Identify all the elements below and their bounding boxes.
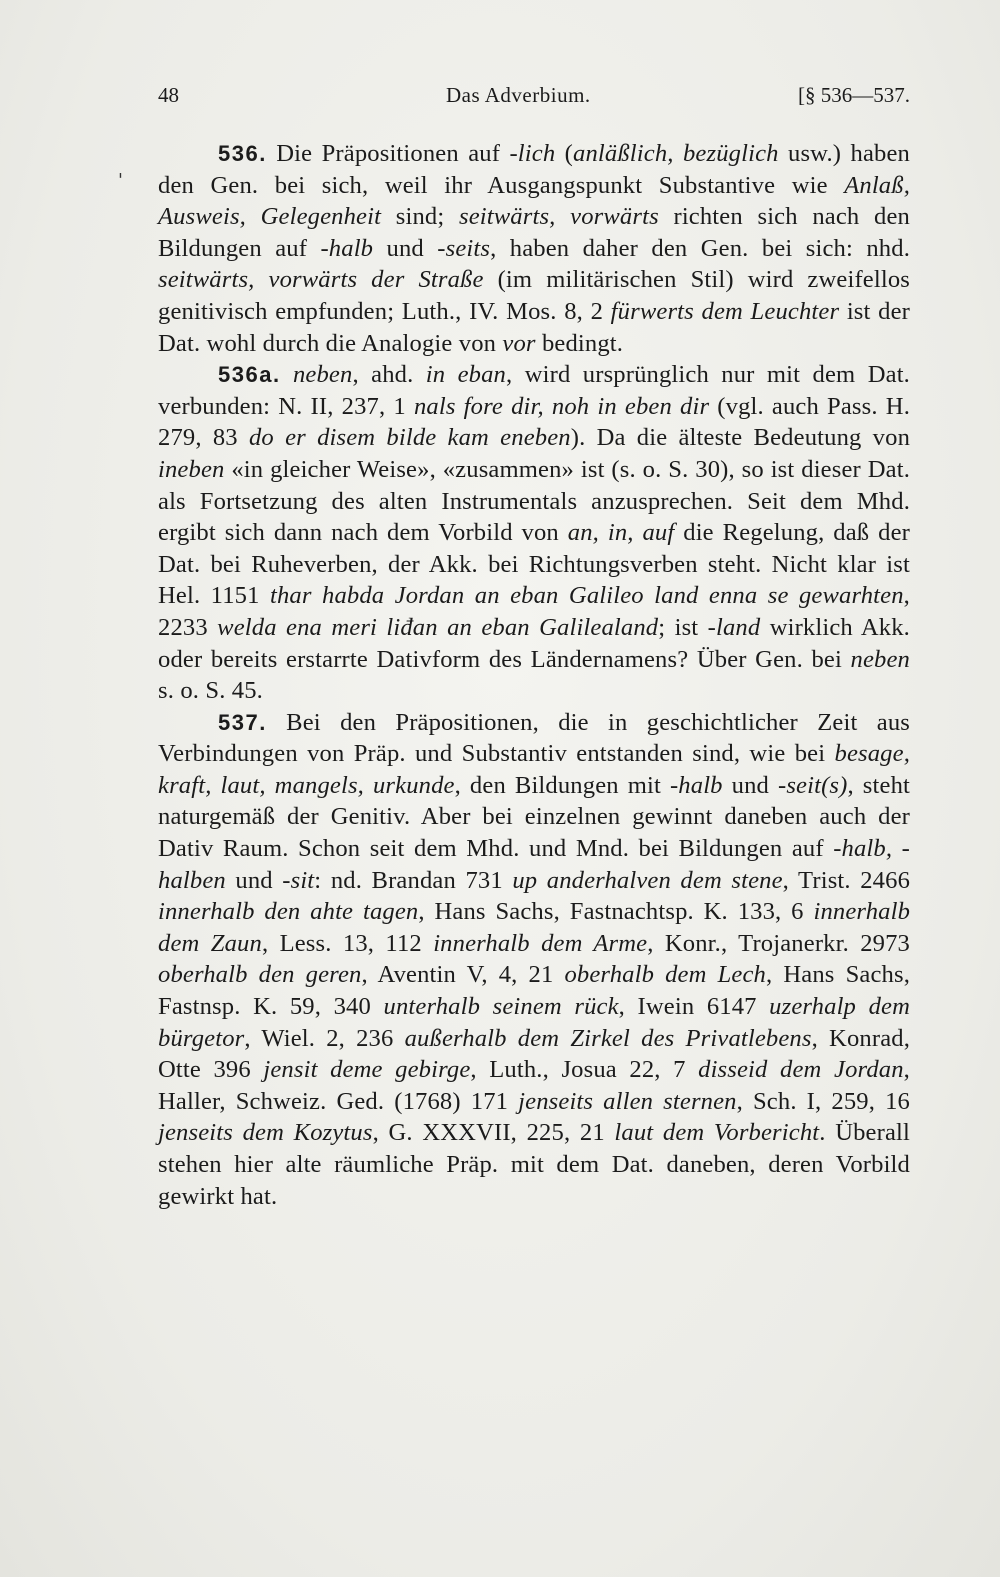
italic-citation: -sit: [282, 866, 315, 894]
paragraph-text: [158, 140, 910, 357]
italic-citation: disseid dem Jordan: [698, 1056, 904, 1084]
text-run: ist der Dat. wohl durch die Analogie von: [158, 297, 910, 357]
text-run: die Regelung, daß der Dat. bei Ruheverben, der Akk. bei Richtungsverben steht. Nicht klar ist Hel. 1151: [158, 519, 910, 610]
text-run: , Sch. I, 259, 16: [736, 1087, 910, 1115]
italic-citation: -seits: [437, 234, 491, 262]
italic-citation: -halb: [320, 234, 374, 262]
section-number: 536.: [218, 141, 267, 166]
text-run: ). Da die älteste Bedeutung von: [570, 424, 911, 452]
italic-citation: ineben: [158, 455, 225, 483]
text-run: , Trist. 2466: [782, 866, 911, 894]
text-run: (: [555, 140, 574, 167]
text-run: sind;: [381, 203, 459, 231]
italic-citation: unterhalb seinem rück: [383, 993, 619, 1021]
text-run: richten sich nach den Bildungen auf: [158, 203, 910, 262]
text-run: , Konr., Trojanerkr. 2973: [647, 929, 911, 957]
text-run: ; ist: [658, 613, 708, 641]
text-run: [281, 361, 293, 388]
paragraph-536: [158, 138, 910, 359]
italic-citation: außerhalb dem Zirkel des Privatlebens: [404, 1024, 812, 1052]
italic-citation: -land: [707, 613, 761, 641]
text-run: , den Bildungen mit: [454, 771, 670, 799]
text-run: wirklich Akk. oder bereits erstarrte Dativform des Ländernamens? Über Gen. bei: [158, 613, 910, 673]
italic-citation: innerhalb den ahte tagen: [158, 898, 419, 926]
text-run: bedingt.: [535, 329, 624, 357]
paragraph-537: [158, 707, 910, 1213]
text-run: : nd. Brandan 731: [314, 866, 513, 894]
margin-mark: ': [118, 170, 123, 191]
text-run: s. o. S. 45.: [158, 677, 263, 705]
italic-citation: seitwärts, vorwärts der Straße: [158, 266, 484, 294]
text-run: , Iwein 6147: [618, 993, 770, 1021]
text-run: und: [373, 234, 438, 262]
text-run: , Haller, Schweiz. Ged. (1768) 171: [158, 1056, 910, 1115]
italic-citation: Anlaß, Ausweis, Gelegenheit: [158, 171, 910, 231]
text-run: , Aventin V, 4, 21: [361, 961, 565, 989]
italic-citation: -halb: [669, 771, 723, 799]
italic-citation: anläßlich, bezüglich: [573, 140, 779, 167]
text-run: , wird ursprünglich nur mit dem Dat. verbunden: N. II, 237, 1: [158, 361, 910, 420]
italic-citation: in eban: [425, 361, 507, 389]
paragraph-text: [158, 361, 910, 704]
italic-citation: oberhalb dem Lech: [564, 961, 766, 989]
italic-citation: welda ena meri liđan an eban Galilealand: [217, 613, 659, 641]
page-number: 48: [158, 83, 179, 107]
section-number: 536a.: [218, 362, 281, 388]
text-run: und: [225, 866, 283, 894]
paragraph-536a: [158, 359, 910, 707]
body-text: [158, 138, 910, 1212]
italic-citation: vor: [502, 329, 536, 357]
paragraph-text: [158, 709, 910, 1210]
italic-citation: jenseits allen sternen: [518, 1087, 737, 1115]
section-number: 537.: [218, 709, 267, 735]
text-run: , Konrad, Otte 396: [158, 1024, 911, 1084]
text-run: , ahd.: [352, 361, 426, 389]
italic-citation: up anderhalven dem stene: [512, 866, 783, 894]
running-title: Das Adverbium.: [446, 83, 591, 107]
text-run: (im militärischen Stil) wird zweifellos genitivisch empfunden; Luth., IV. Mos. 8, 2: [158, 266, 910, 325]
text-run: (vgl. auch Pass. H. 279, 83: [158, 392, 910, 452]
text-run: Die Präpositionen auf: [266, 140, 510, 167]
text-run: , haben daher den Gen. bei sich: nhd.: [490, 234, 910, 262]
text-run: , Luth., Josua 22, 7: [470, 1056, 699, 1084]
italic-citation: seitwärts, vorwärts: [459, 203, 659, 231]
italic-citation: innerhalb dem Zaun: [158, 898, 911, 957]
text-run: und: [722, 771, 778, 799]
italic-citation: -lich: [509, 140, 556, 167]
italic-citation: do er disem bilde kam eneben: [248, 424, 571, 452]
section-range: [§ 536—537.: [798, 83, 910, 107]
italic-citation: an, in, auf: [567, 519, 675, 547]
italic-citation: fürwerts dem Leuchter: [610, 297, 840, 325]
italic-citation: thar habda Jordan an eban Galileo land enna se gewarhten: [269, 582, 904, 610]
text-run: , Less. 13, 112: [261, 929, 434, 957]
text-run: Bei den Präpositionen, die in geschichtlicher Zeit aus Verbindungen von Präp. und Substantiv entstanden sind, wie bei: [158, 708, 910, 768]
text-run: usw.) haben den Gen. bei sich, weil ihr Ausgangspunkt Substantive wie: [158, 140, 910, 199]
text-run: , Wiel. 2, 236: [244, 1024, 405, 1052]
text-run: , 2233: [158, 582, 910, 641]
italic-citation: neben: [292, 361, 353, 389]
text-run: , Hans Sachs, Fastnachtsp. K. 133, 6: [418, 898, 814, 926]
italic-citation: oberhalb den geren: [158, 961, 362, 989]
italic-citation: jenseits dem Kozytus: [158, 1119, 373, 1147]
italic-citation: besage, kraft, laut, mangels, urkunde: [158, 740, 910, 799]
italic-citation: uzerhalp dem bürgetor: [158, 993, 910, 1052]
italic-citation: innerhalb dem Arme: [433, 929, 648, 957]
text-run: «in gleicher Weise», «zusammen» ist (s. o. S. 30), so ist dieser Dat. als Fortsetzung des alten Instrumentals anzusprechen. Seit dem Mhd. ergibt sich dann nach dem Vorbild von: [158, 455, 910, 547]
text-run: , G. XXXVII, 225, 21: [372, 1119, 615, 1147]
italic-citation: -seit(s): [778, 771, 848, 799]
text-run: , steht naturgemäß der Genitiv. Aber bei einzelnen gewinnt daneben auch der Dativ Raum. Schon seit dem Mhd. und Mnd. bei Bildungen auf: [158, 771, 911, 863]
italic-citation: neben: [850, 645, 910, 673]
running-header: [158, 83, 910, 111]
italic-citation: nals fore dir, noh in eben dir: [413, 392, 710, 420]
italic-citation: -halb, -halben: [158, 835, 910, 894]
italic-citation: laut dem Vorbericht: [614, 1119, 820, 1147]
text-run: . Überall stehen hier alte räumliche Präp. mit dem Dat. daneben, deren Vorbild gewirkt hat.: [158, 1119, 910, 1210]
italic-citation: jensit deme gebirge: [263, 1056, 471, 1084]
text-run: , Hans Sachs, Fastnsp. K. 59, 340: [158, 961, 911, 1021]
